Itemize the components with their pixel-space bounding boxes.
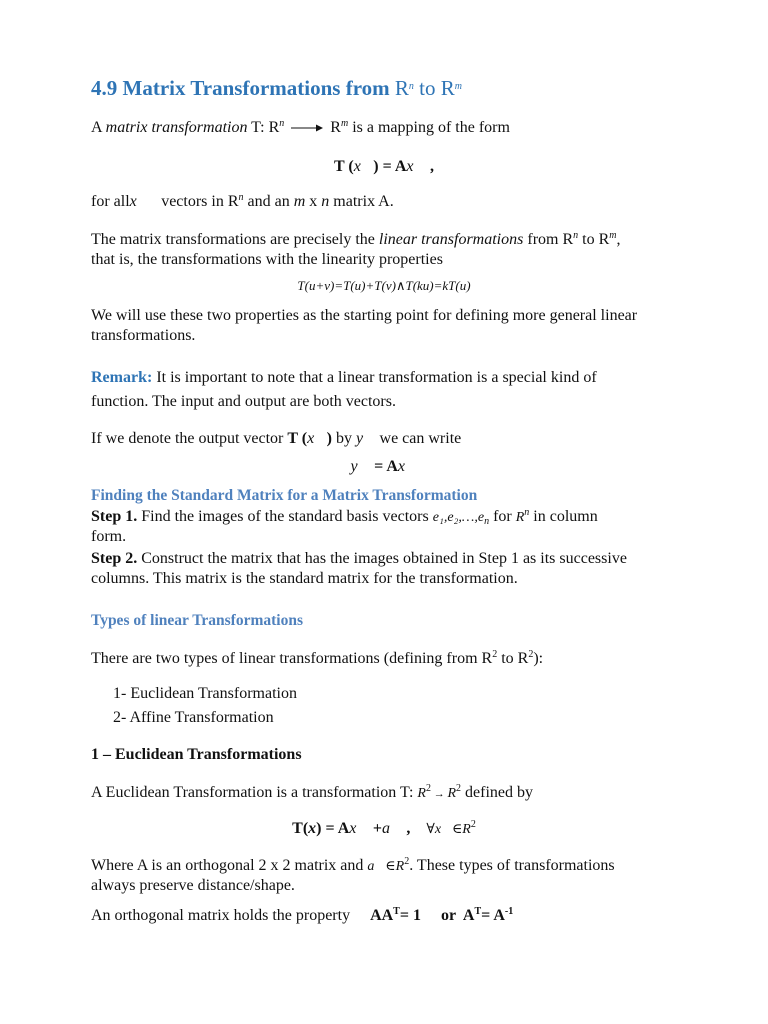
sup-2: 2 [456, 783, 462, 794]
sup-minus-one: -1 [504, 906, 514, 917]
text-italic: matrix transformation [105, 119, 248, 136]
text: An orthogonal matrix holds the property [91, 907, 371, 924]
sup-2: 2 [425, 783, 431, 794]
vector-x: x⃗ [349, 820, 369, 837]
paragraph-line: function. The input and output are both vectors. [91, 393, 396, 410]
text: , [616, 231, 621, 248]
step-2 [91, 549, 627, 569]
eq-text: , [402, 820, 427, 837]
text: T: R [247, 119, 280, 136]
text: for [489, 508, 516, 525]
vector-y: y⃗ [355, 430, 376, 447]
paragraph-orthogonal-property [91, 906, 513, 926]
text-r: R [447, 786, 457, 801]
equation-tx [0, 157, 768, 177]
title-m: m [454, 81, 462, 92]
step-1 [91, 507, 598, 528]
sup-n: n [238, 192, 244, 203]
text-bold: AA [370, 907, 394, 924]
paragraph-output [91, 429, 461, 449]
sup-t: T [474, 906, 482, 917]
equation-y [0, 457, 768, 477]
paragraph-orthogonal [91, 856, 615, 877]
list-item: 1- Euclidean Transformation [113, 685, 297, 702]
text-n: n [321, 193, 330, 210]
arrow-right-icon [290, 123, 324, 133]
page-title [91, 75, 462, 101]
step-label: Step 1. [91, 508, 138, 525]
paragraph-line: columns. This matrix is the standard matrix for the transformation. [91, 570, 518, 587]
paragraph-line: form. [91, 528, 127, 545]
eq-text: = A [370, 458, 398, 475]
text-r: R [515, 510, 525, 525]
vector-a-in-r: a⃗∈R [367, 859, 405, 874]
text: to R [578, 231, 610, 248]
title-rn [395, 76, 462, 100]
title-r1: R [394, 76, 409, 100]
text: x [305, 193, 322, 210]
eq-text: + [368, 820, 382, 837]
text: matrix A. [329, 193, 394, 210]
paragraph-precisely [91, 230, 621, 250]
sup-m: m [340, 118, 349, 129]
title-to: to [413, 76, 441, 100]
sub-n: n [484, 516, 490, 527]
paragraph-line: always preserve distance/shape. [91, 877, 295, 894]
title-n: n [408, 81, 414, 92]
list-item: 2- Affine Transformation [113, 709, 274, 726]
vector-x: x⃗ [129, 193, 150, 210]
text: There are two types of linear transformations (defining from R [91, 650, 493, 667]
text: ): [533, 650, 544, 667]
vector-a: a⃗ [381, 820, 403, 837]
text: Where A is an orthogonal 2 x 2 matrix and [91, 857, 368, 874]
heading-finding: Finding the Standard Matrix for a Matrix Transformation [91, 487, 478, 504]
text: . These types of transformations [409, 857, 615, 874]
step-label: Step 2. [91, 550, 138, 567]
vector-x: x⃗ [307, 430, 327, 447]
paragraph-definition [91, 118, 510, 138]
paragraph-line: transformations. [91, 327, 196, 344]
text-x: x [308, 820, 317, 837]
forall-text: ∀x⃗∈R [426, 822, 471, 837]
equation-euclidean [0, 819, 768, 840]
sup-n: n [279, 118, 285, 129]
title-text: 4.9 Matrix Transformations from [91, 76, 390, 100]
basis-vectors: e₁,e₂,…,e [432, 510, 485, 525]
text: A [91, 119, 106, 136]
text: is a mapping of the form [348, 119, 510, 136]
equation-linearity: T(u+v)=T(u)+T(v)∧T(ku)=kT(u) [297, 278, 471, 293]
text: from R [523, 231, 574, 248]
text-bold: = A [481, 907, 505, 924]
text: to R [497, 650, 529, 667]
sup-t: T [393, 906, 400, 917]
paragraph-line: We will use these two properties as the starting point for defining more general linear [91, 307, 638, 324]
sup-2: 2 [470, 819, 476, 830]
text: R [326, 119, 341, 136]
text-italic: linear transformations [378, 231, 524, 248]
text: defined by [461, 784, 534, 801]
vector-y: y⃗ [350, 458, 371, 475]
heading-euclidean: 1 – Euclidean Transformations [91, 746, 302, 763]
text-bold: ) [326, 430, 332, 447]
paragraph-euclidean-def [91, 783, 533, 804]
text: in column [529, 508, 598, 525]
sup-2: 2 [528, 649, 534, 660]
eq-text: ) = A [373, 158, 407, 175]
sup-n: n [524, 507, 530, 518]
eq-text: T ( [334, 158, 354, 175]
vector-x: x⃗ [406, 158, 426, 175]
paragraph-line: that is, the transformations with the linearity properties [91, 251, 443, 268]
remark-label: Remark: [91, 369, 153, 386]
text: If we denote the output vector [91, 430, 288, 447]
eq-text: , [425, 158, 434, 175]
paragraph-two-types [91, 649, 543, 669]
text: we can write [375, 430, 462, 447]
text: by [331, 430, 356, 447]
text-r: R [417, 786, 426, 801]
text: The matrix transformations are precisely the [91, 231, 379, 248]
vector-x: x⃗ [353, 158, 374, 175]
eq-text: T( [292, 820, 309, 837]
eq-text: ) = A [316, 820, 350, 837]
vector-x: x⃗ [397, 458, 418, 475]
text-m: m [293, 193, 306, 210]
text-bold: T ( [287, 430, 308, 447]
arrow-text: → [430, 788, 448, 800]
sup-2: 2 [492, 649, 498, 660]
text: A Euclidean Transformation is a transformation T: [91, 784, 418, 801]
sup-n: n [573, 230, 579, 241]
sup-2: 2 [404, 856, 410, 867]
text-bold: = 1 or A [399, 907, 475, 924]
title-r2: R [440, 76, 455, 100]
text: for all [91, 193, 130, 210]
paragraph-for-all [91, 192, 394, 212]
text: Construct the matrix that has the images obtained in Step 1 as its successive [137, 550, 627, 567]
text: and an [243, 193, 294, 210]
heading-types: Types of linear Transformations [91, 612, 303, 629]
text: vectors in R [149, 193, 239, 210]
remark [91, 368, 597, 388]
sup-m: m [609, 230, 617, 241]
text: Find the images of the standard basis vectors [137, 508, 433, 525]
text: It is important to note that a linear transformation is a special kind of [152, 369, 597, 386]
